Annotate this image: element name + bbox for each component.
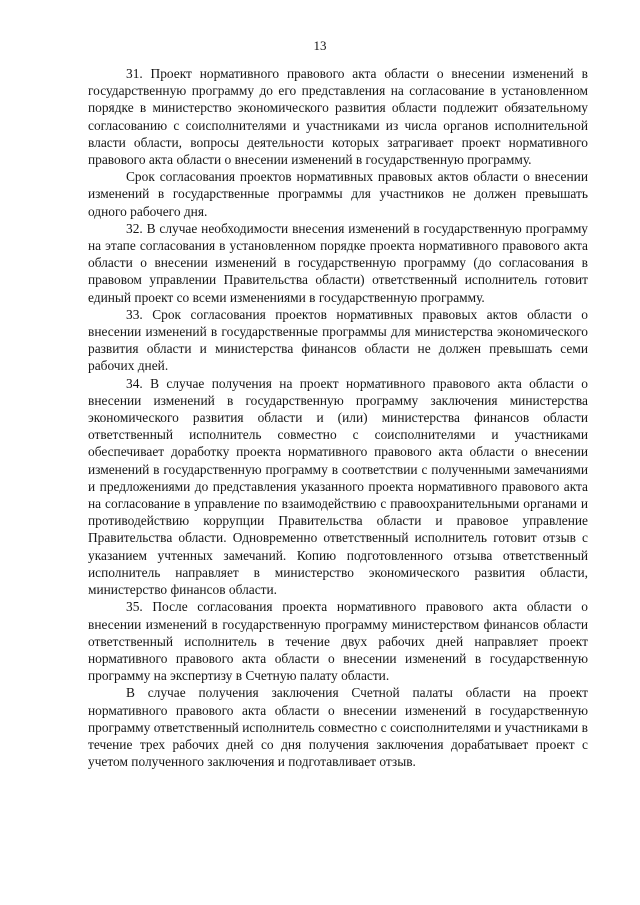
paragraph-accounts-chamber-conclusion: В случае получения заключения Счетной палаты области на проект нормативного правового акта области о внесении изменений в государственную программу ответственный исполнитель совместно с соисполнителями и участниками в течение трех рабочих дней со дня получения заключения дорабатывает проект с учетом полученного заключения и подготавливает отзыв. bbox=[88, 685, 588, 770]
paragraph-approval-term-participants: Срок согласования проектов нормативных правовых актов области о внесении изменений в государственные программы для участников не должен превышать одного рабочего дня. bbox=[88, 169, 588, 219]
document-body bbox=[88, 65, 588, 770]
page-number: 13 bbox=[313, 38, 327, 53]
paragraph-33: 33. Срок согласования проектов нормативных правовых актов области о внесении изменений в государственные программы для министерства экономического развития области и министерства финансов области не должен превышать семи рабочих дней. bbox=[88, 306, 588, 374]
paragraph-32: 32. В случае необходимости внесения изменений в государственную программу на этапе согласования в установленном порядке проекта нормативного правового акта области о внесении изменений в государственную программу (до согласования в правовом управлении Правительства области) ответственный исполнитель готовит единый проект со всеми изменениями в государственную программу. bbox=[88, 220, 588, 305]
paragraph-34: 34. В случае получения на проект нормативного правового акта области о внесении изменений в государственную программу заключения министерства экономического развития области и (или) министерства финансов области ответственный исполнитель совместно с соисполнителями и участниками обеспечивает доработку проекта нормативного правового акта области о внесении изменений в государственную программу в соответствии с полученными замечаниями и предложениями до представления указанного проекта нормативного правового акта на согласование в управление по взаимодействию с правоохранительными органами и противодействию коррупции Правительства области и правовое управление Правительства области. Одновременно ответственный исполнитель готовит отзыв с указанием учтенных замечаний. Копию подготовленного отзыва ответственный исполнитель направляет в министерство экономического развития области, министерство финансов области. bbox=[88, 375, 588, 598]
paragraph-31: 31. Проект нормативного правового акта области о внесении изменений в государственную программу до его представления на согласование в установленном порядке в министерство экономического развития области подлежит обязательному согласованию с соисполнителями и участниками из числа органов исполнительной власти области, вопросы деятельности которых затрагивает проект нормативного правового акта области о внесении изменений в государственную программу. bbox=[88, 66, 588, 168]
paragraph-35: 35. После согласования проекта нормативного правового акта области о внесении изменений в государственную программу министерством финансов области ответственный исполнитель в течение двух рабочих дней направляет проект нормативного правового акта области о внесении изменений в государственную программу на экспертизу в Счетную палату области. bbox=[88, 599, 588, 684]
